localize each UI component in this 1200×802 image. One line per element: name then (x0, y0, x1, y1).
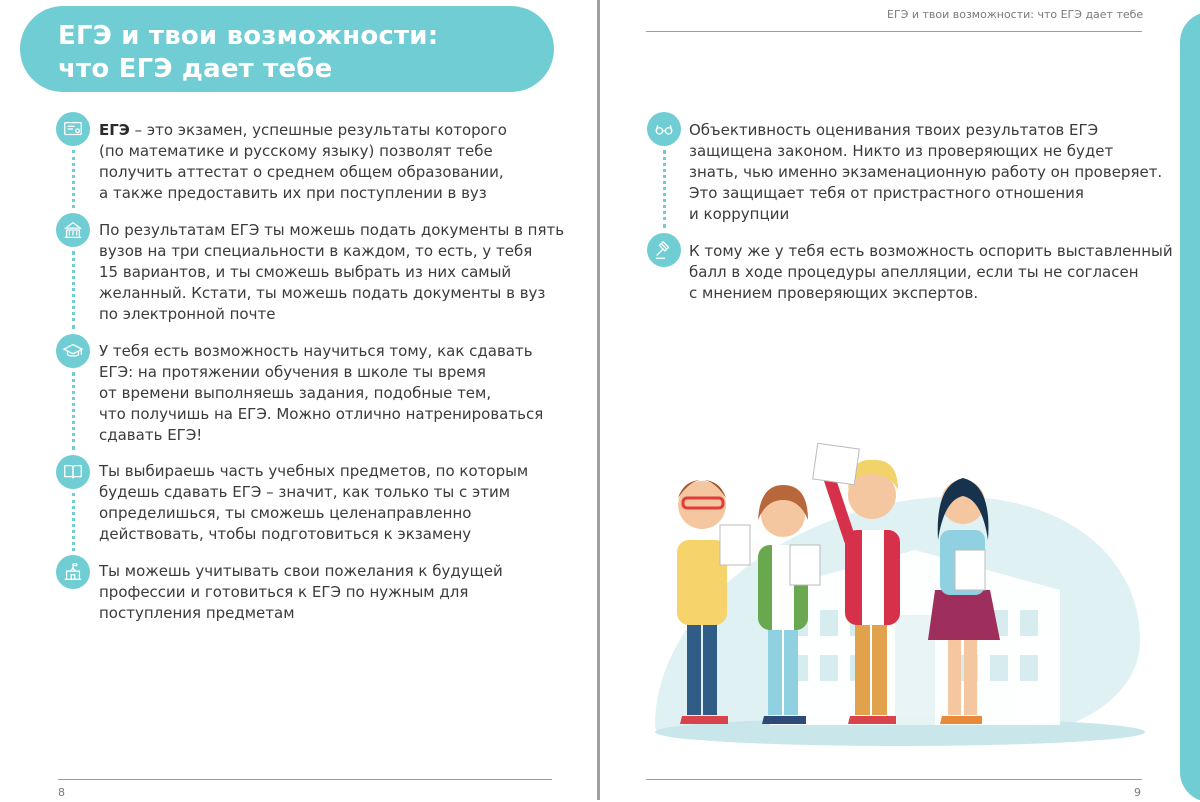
text-line: с мнением проверяющих экспертов. (689, 284, 979, 302)
text-line: Ты выбираешь часть учебных предметов, по которым (99, 462, 529, 480)
text-line: а также предоставить их при поступлении в вуз (99, 184, 487, 202)
text-line: По результатам ЕГЭ ты можешь подать документы в пять (99, 221, 565, 239)
list-item-text (99, 220, 564, 325)
text-line: вузов на три специальности в каждом, то есть, у тебя (99, 242, 533, 260)
title-line-1: ЕГЭ и твои возможности: (58, 21, 439, 51)
text-line: Объективность оценивания твоих результатов ЕГЭ (689, 121, 1099, 139)
text-line: балл в ходе процедуры апелляции, если ты не согласен (689, 263, 1139, 281)
text-line: от времени выполняешь задания, подобные тем, (99, 384, 492, 402)
text-line: по электронной почте (99, 305, 276, 323)
text-line: поступления предметам (99, 604, 295, 622)
page-number: 8 (58, 786, 65, 799)
text-line: получить аттестат о среднем общем образовании, (99, 163, 504, 181)
text-line: У тебя есть возможность научиться тому, как сдавать (99, 342, 533, 360)
list-item-text (99, 120, 507, 204)
text-line: защищена законом. Никто из проверяющих не будет (689, 142, 1114, 160)
timeline-dots (72, 150, 75, 208)
text-line: определишься, ты сможешь целенаправленно (99, 504, 472, 522)
timeline-dots (663, 150, 666, 228)
list-item-text (99, 561, 503, 624)
timeline-dots (72, 251, 75, 329)
text-line: желанный. Кстати, ты можешь подать документы в вуз (99, 284, 546, 302)
school-building-icon (56, 555, 90, 589)
list-item-text (689, 120, 1162, 225)
text-line: 15 вариантов, и ты сможешь выбрать из них самый (99, 263, 512, 281)
text-line: (по математике и русскому языку) позволят тебе (99, 142, 493, 160)
university-icon (56, 213, 90, 247)
graduation-cap-icon (56, 334, 90, 368)
timeline-dots (72, 372, 75, 450)
text-line: К тому же у тебя есть возможность оспорить выставленный (689, 242, 1173, 260)
page-number: 9 (1134, 786, 1141, 799)
book-icon (56, 455, 90, 489)
students-illustration (650, 440, 1150, 760)
text-line: действовать, чтобы подготовиться к экзамену (99, 525, 472, 543)
text-line: и коррупции (689, 205, 790, 223)
certificate-icon (56, 112, 90, 146)
footer-divider (58, 779, 552, 780)
left-page (0, 0, 598, 800)
text-line: сдавать ЕГЭ! (99, 426, 203, 444)
glasses-icon (647, 112, 681, 146)
title-banner (20, 6, 554, 92)
list-item-text (99, 341, 543, 446)
ege-bold-term: ЕГЭ (99, 121, 130, 139)
text-line: Ты можешь учитывать свои пожелания к будущей (99, 562, 503, 580)
gavel-icon (647, 233, 681, 267)
timeline-dots (72, 493, 75, 551)
text-line: будешь сдавать ЕГЭ – значит, как только ты с этим (99, 483, 511, 501)
list-item-text (689, 241, 1173, 304)
running-head: ЕГЭ и твои возможности: что ЕГЭ дает тебе (887, 8, 1144, 21)
text-line: – это экзамен, успешные результаты которого (129, 121, 507, 139)
header-divider (646, 31, 1142, 32)
text-line: профессии и готовиться к ЕГЭ по нужным для (99, 583, 469, 601)
text-line: Это защищает тебя от пристрастного отношения (689, 184, 1084, 202)
text-line: что получишь на ЕГЭ. Можно отлично натренироваться (99, 405, 544, 423)
side-tab-decoration (1180, 12, 1200, 802)
title-line-2: что ЕГЭ дает тебе (58, 54, 333, 84)
footer-divider (646, 779, 1142, 780)
text-line: ЕГЭ: на протяжении обучения в школе ты время (99, 363, 486, 381)
page-title (58, 20, 438, 86)
list-item-text (99, 461, 528, 545)
text-line: знать, чью именно экзаменационную работу он проверяет. (689, 163, 1163, 181)
